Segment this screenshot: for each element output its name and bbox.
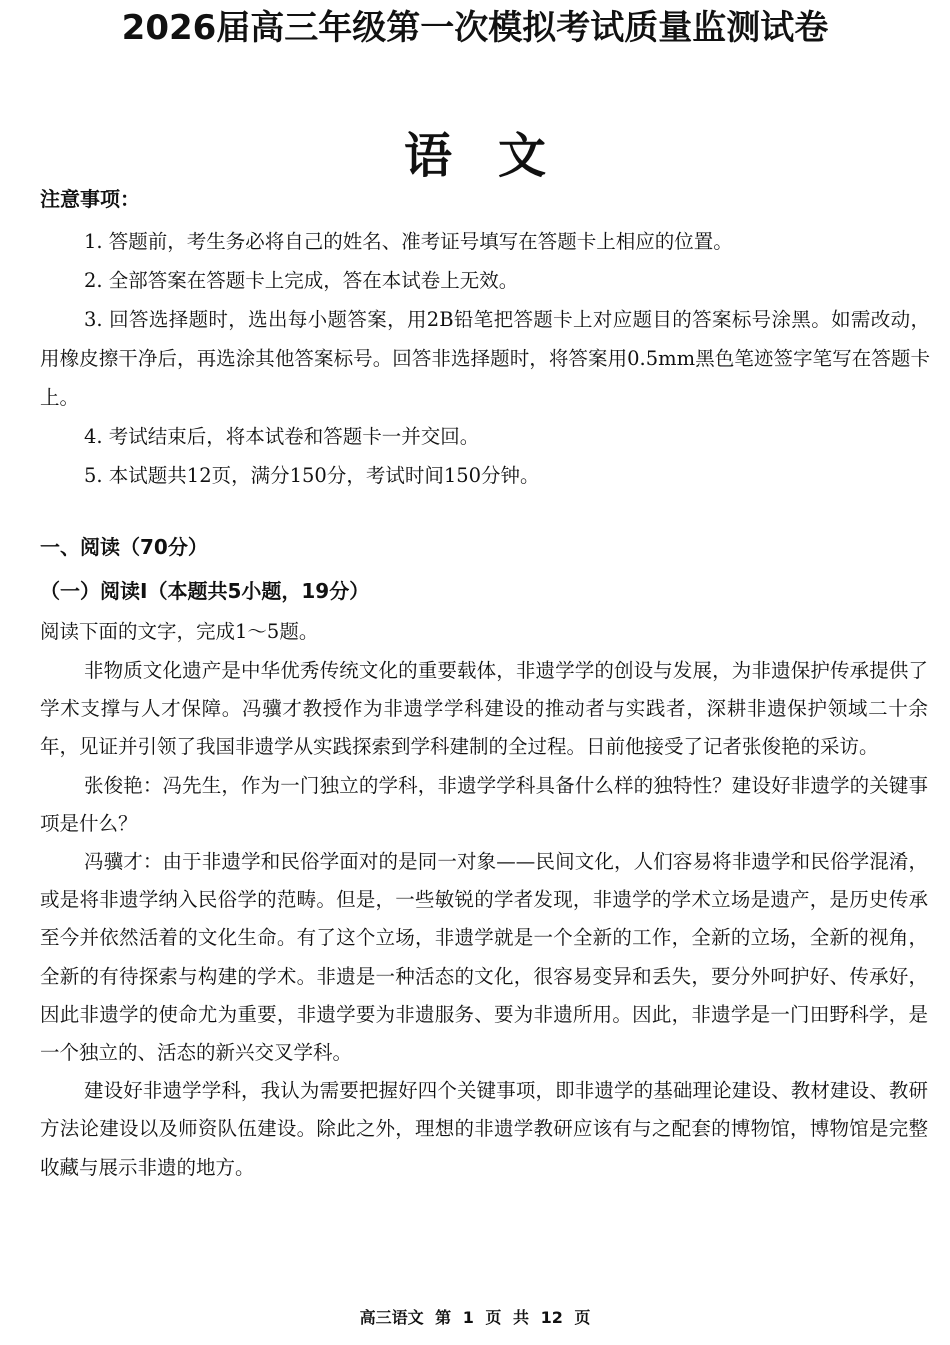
notice-list xyxy=(40,222,930,495)
notice-item: 5. 本试题共12页，满分150分，考试时间150分钟。 xyxy=(84,464,540,487)
page-footer: 高三语文 第 1 页 共 12 页 xyxy=(359,1308,591,1327)
passage-paragraph: 建设好非遗学学科，我认为需要把握好四个关键事项，即非遗学的基础理论建设、教材建设、教研方法论建设以及师资队伍建设。除此之外，理想的非遗学教研应该有与之配套的博物馆，博物馆是完整收藏与展示非遗的地方。 xyxy=(40,1079,928,1179)
notice-item: 2. 全部答案在答题卡上完成，答在本试卷上无效。 xyxy=(84,269,519,292)
notice-item: 1. 答题前，考生务必将自己的姓名、准考证号填写在答题卡上相应的位置。 xyxy=(84,230,733,253)
notice-heading: 注意事项： xyxy=(40,187,140,211)
subject-title: 语文 xyxy=(403,128,592,184)
section-heading: 一、阅读（70分） xyxy=(40,535,208,559)
notice-item: 4. 考试结束后，将本试卷和答题卡一并交回。 xyxy=(84,425,480,448)
passage-paragraph: 冯骥才：由于非遗学和民俗学面对的是同一对象——民间文化，人们容易将非遗学和民俗学混淆，或是将非遗学纳入民俗学的范畴。但是，一些敏锐的学者发现，非遗学的学术立场是遗产，是历史传承至今并依然活着的文化生命。有了这个立场，非遗学就是一个全新的工作，全新的立场，全新的视角，全新的有待探索与构建的学术。非遗是一种活态的文化，很容易变异和丢失，要分外呵护好、传承好，因此非遗学的使命尤为重要，非遗学要为非遗服务、要为非遗所用。因此，非遗学是一门田野科学，是一个独立的、活态的新兴交叉学科。 xyxy=(40,850,928,1065)
notice-item: 3. 回答选择题时，选出每小题答案，用2B铅笔把答题卡上对应题目的答案标号涂黑。如需改动，用橡皮擦干净后，再选涂其他答案标号。回答非选择题时，将答案用0.5mm黑色笔迹签字笔写在答题卡上。 xyxy=(40,308,930,409)
passage-paragraph: 张俊艳：冯先生，作为一门独立的学科，非遗学学科具备什么样的独特性？建设好非遗学的关键事项是什么？ xyxy=(40,773,928,835)
reading-passage xyxy=(40,652,928,1187)
exam-title: 2026届高三年级第一次模拟考试质量监测试卷 xyxy=(121,8,829,48)
reading-instruction: 阅读下面的文字，完成1～5题。 xyxy=(40,620,319,643)
passage-paragraph: 非物质文化遗产是中华优秀传统文化的重要载体，非遗学学的创设与发展，为非遗保护传承提供了学术支撑与人才保障。冯骥才教授作为非遗学学科建设的推动者与实践者，深耕非遗保护领域二十余年，见证并引领了我国非遗学从实践探索到学科建制的全过程。日前他接受了记者张俊艳的采访。 xyxy=(40,659,928,759)
subsection-heading: （一）阅读I（本题共5小题，19分） xyxy=(40,579,370,603)
